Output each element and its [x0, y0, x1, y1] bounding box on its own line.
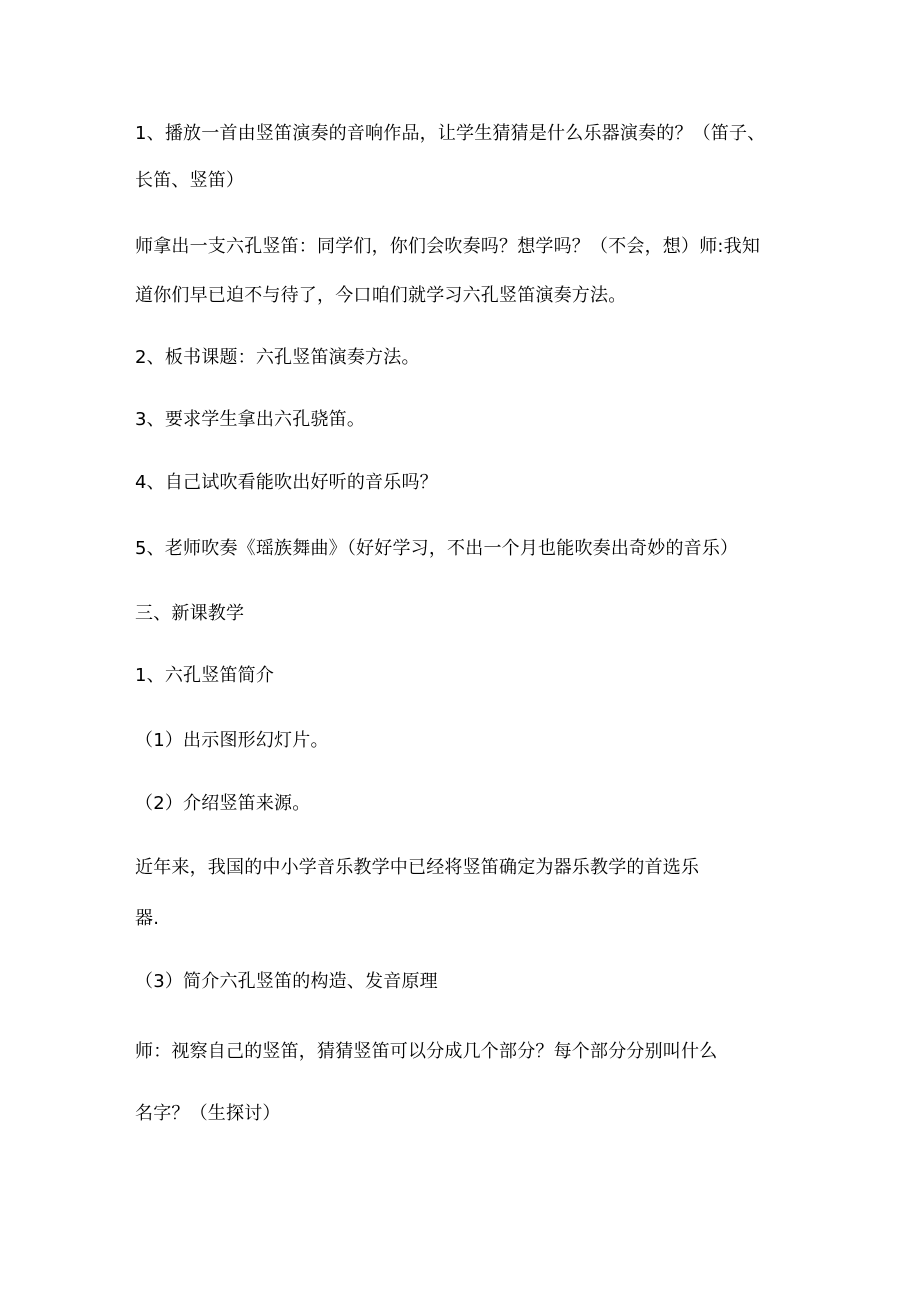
text-line-8: 5、老师吹奏《瑶族舞曲》（好好学习，不出一个月也能吹奏出奇妙的音乐） — [135, 538, 739, 559]
text-line-13: 近年来，我国的中小学音乐教学中已经将竖笛确定为器乐教学的首选乐 — [135, 857, 700, 878]
text-line-6: 3、要求学生拿出六孔骁笛。 — [135, 409, 366, 430]
text-line-1: 1、播放一首由竖笛演奏的音响作品，让学生猜猜是什么乐器演奏的？（笛子、 — [135, 123, 766, 144]
text-line-3: 师拿出一支六孔竖笛：同学们，你们会吹奏吗？想学吗？（不会，想）师:我知 — [135, 236, 761, 257]
text-line-14: 器. — [135, 908, 160, 929]
text-line-7: 4、自己试吹看能吹出好听的音乐吗？ — [135, 472, 438, 493]
text-line-2: 长笛、竖笛） — [135, 170, 245, 191]
text-line-17: 名字？（生探讨） — [135, 1103, 281, 1124]
text-line-15: （3）简介六孔竖笛的构造、发音原理 — [135, 971, 438, 992]
section-heading: 三、新课教学 — [135, 603, 245, 624]
text-line-12: （2）介绍竖笛来源。 — [135, 793, 311, 814]
text-line-4: 道你们早已迫不与待了，今口咱们就学习六孔竖笛演奏方法。 — [135, 285, 627, 306]
text-line-11: （1）出示图形幻灯片。 — [135, 730, 329, 751]
text-line-16: 师：视察自己的竖笛，猜猜竖笛可以分成几个部分？每个部分分别叫什么 — [135, 1041, 718, 1062]
subsection-heading: 1、六孔竖笛简介 — [135, 665, 275, 686]
text-line-5: 2、板书课题：六孔竖笛演奏方法。 — [135, 347, 420, 368]
